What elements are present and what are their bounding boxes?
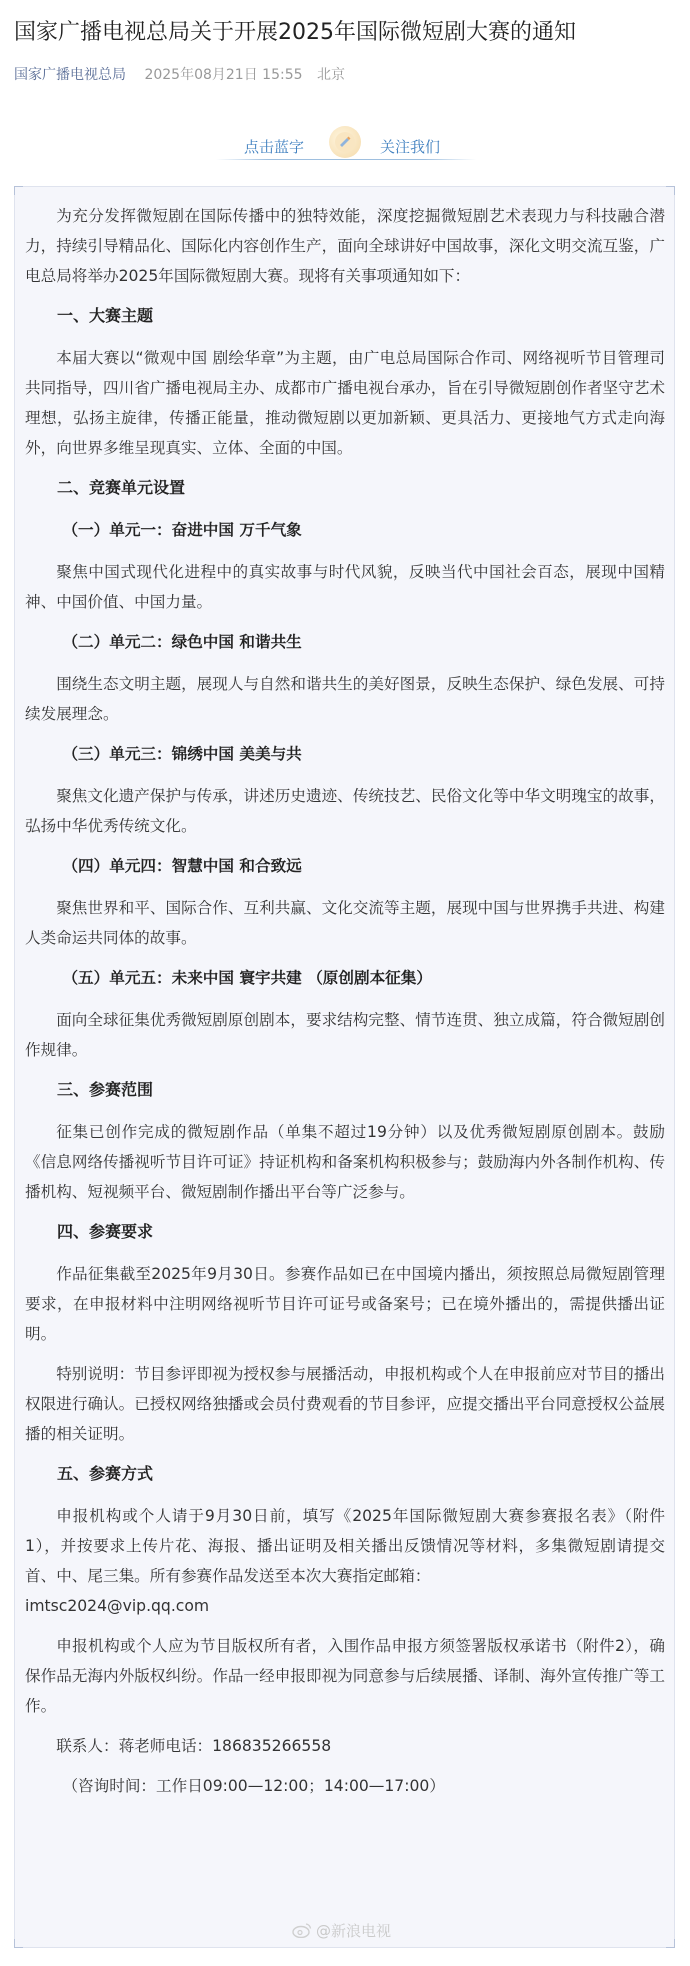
contact-line: 联系人：蒋老师电话：186835266558 <box>56 1737 332 1755</box>
intro-paragraph: 为充分发挥微短剧在国际传播中的独特效能，深度挖掘微短剧艺术表现力与科技融合潜力，持续引导精品化、国际化内容创作生产，面向全球讲好中国故事，深化文明交流互鉴，广电总局将举办2025年国际微短剧大赛。现将有关事项通知如下： <box>25 207 665 285</box>
unit-heading: （五）单元五：未来中国 寰宇共建 （原创剧本征集） <box>62 969 432 987</box>
section-paragraph: 征集已创作完成的微短剧作品（单集不超过19分钟）以及优秀微短剧原创剧本。鼓励《信息网络传播视听节目许可证》持证机构和备案机构积极参与；鼓励海内外各制作机构、传播机构、短视频平台、微短剧制作播出平台等广泛参与。 <box>25 1123 665 1201</box>
account-name-link[interactable]: 国家广播电视总局 <box>14 67 126 83</box>
unit-heading: （四）单元四：智慧中国 和合致远 <box>62 857 302 875</box>
unit-paragraph: 围绕生态文明主题，展现人与自然和谐共生的美好图景，反映生态保护、绿色发展、可持续发展理念。 <box>25 675 665 723</box>
publish-location: 北京 <box>316 67 345 83</box>
unit-paragraph: 聚焦文化遗产保护与传承，讲述历史遗迹、传统技艺、民俗文化等中华文明瑰宝的故事，弘扬中华优秀传统文化。 <box>25 787 665 835</box>
corner-decoration <box>666 186 675 195</box>
unit-paragraph: 聚焦世界和平、国际合作、互利共赢、文化交流等主题，展现中国与世界携手共进、构建人类命运共同体的故事。 <box>25 899 665 947</box>
unit-paragraph: 面向全球征集优秀微短剧原创剧本，要求结构完整、情节连贯、独立成篇，符合微短剧创作规律。 <box>25 1011 665 1059</box>
article-meta <box>14 64 345 84</box>
section-paragraph: 本届大赛以“微观中国 剧绘华章”为主题，由广电总局国际合作司、网络视听节目管理司共同指导，四川省广播电视局主办、成都市广播电视台承办，旨在引导微短剧创作者坚守艺术理想，弘扬主旋律，传播正能量，推动微短剧以更加新颖、更具活力、更接地气方式走向海外，向世界多维呈现真实、立体、全面的中国。 <box>25 349 665 457</box>
watermark-text: @新浪电视 <box>316 1922 392 1940</box>
notice-body-box <box>14 186 675 1948</box>
section-paragraph: 申报机构或个人应为节目版权所有者，入围作品申报方须签署版权承诺书（附件2），确保作品无海内外版权纠纷。作品一经申报即视为同意参与后续展播、译制、海外宣传推广等工作。 <box>25 1637 665 1715</box>
section-paragraph: 特别说明：节目参评即视为授权参与展播活动，申报机构或个人在申报前应对节目的播出权限进行确认。已授权网络独播或会员付费观看的节目参评，应提交播出平台同意授权公益展播的相关证明。 <box>25 1365 665 1443</box>
publish-time: 2025年08月21日 15:55 <box>144 67 303 83</box>
unit-heading: （二）单元二：绿色中国 和谐共生 <box>62 633 302 651</box>
article-title: 国家广播电视总局关于开展2025年国际微短剧大赛的通知 <box>14 20 576 45</box>
unit-heading: （三）单元三：锦绣中国 美美与共 <box>62 745 302 763</box>
follow-divider <box>216 159 476 160</box>
follow-banner[interactable] <box>216 126 476 166</box>
corner-decoration <box>666 1939 675 1948</box>
section-heading: 二、竞赛单元设置 <box>57 478 186 497</box>
contest-email[interactable]: imtsc2024@vip.qq.com <box>25 1597 210 1615</box>
notice-content <box>25 201 665 1811</box>
section-paragraph: 申报机构或个人请于9月30日前，填写《2025年国际微短剧大赛参赛报名表》（附件1），并按要求上传片花、海报、播出证明及相关播出反馈情况等材料，多集微短剧请提交首、中、尾三集。所有参赛作品发送至本次大赛指定邮箱： <box>25 1507 665 1585</box>
consult-hours: （咨询时间：工作日09:00—12:00；14:00—17:00） <box>62 1777 445 1795</box>
watermark <box>292 1920 391 1941</box>
section-paragraph: 作品征集截至2025年9月30日。参赛作品如已在中国境内播出，须按照总局微短剧管理要求，在申报材料中注明网络视听节目许可证号或备案号；已在境外播出的，需提供播出证明。 <box>25 1265 665 1343</box>
follow-label-left[interactable]: 点击蓝字 <box>244 138 305 156</box>
section-heading: 五、参赛方式 <box>57 1464 154 1483</box>
weibo-icon <box>292 1922 312 1938</box>
follow-label-right[interactable]: 关注我们 <box>380 138 441 156</box>
section-heading: 三、参赛范围 <box>57 1080 154 1099</box>
section-heading: 一、大赛主题 <box>57 306 154 325</box>
corner-decoration <box>14 1939 23 1948</box>
section-heading: 四、参赛要求 <box>57 1222 154 1241</box>
follow-badge-icon <box>329 126 361 158</box>
unit-paragraph: 聚焦中国式现代化进程中的真实故事与时代风貌，反映当代中国社会百态，展现中国精神、中国价值、中国力量。 <box>25 563 665 611</box>
corner-decoration <box>14 186 23 195</box>
unit-heading: （一）单元一：奋进中国 万千气象 <box>62 521 302 539</box>
